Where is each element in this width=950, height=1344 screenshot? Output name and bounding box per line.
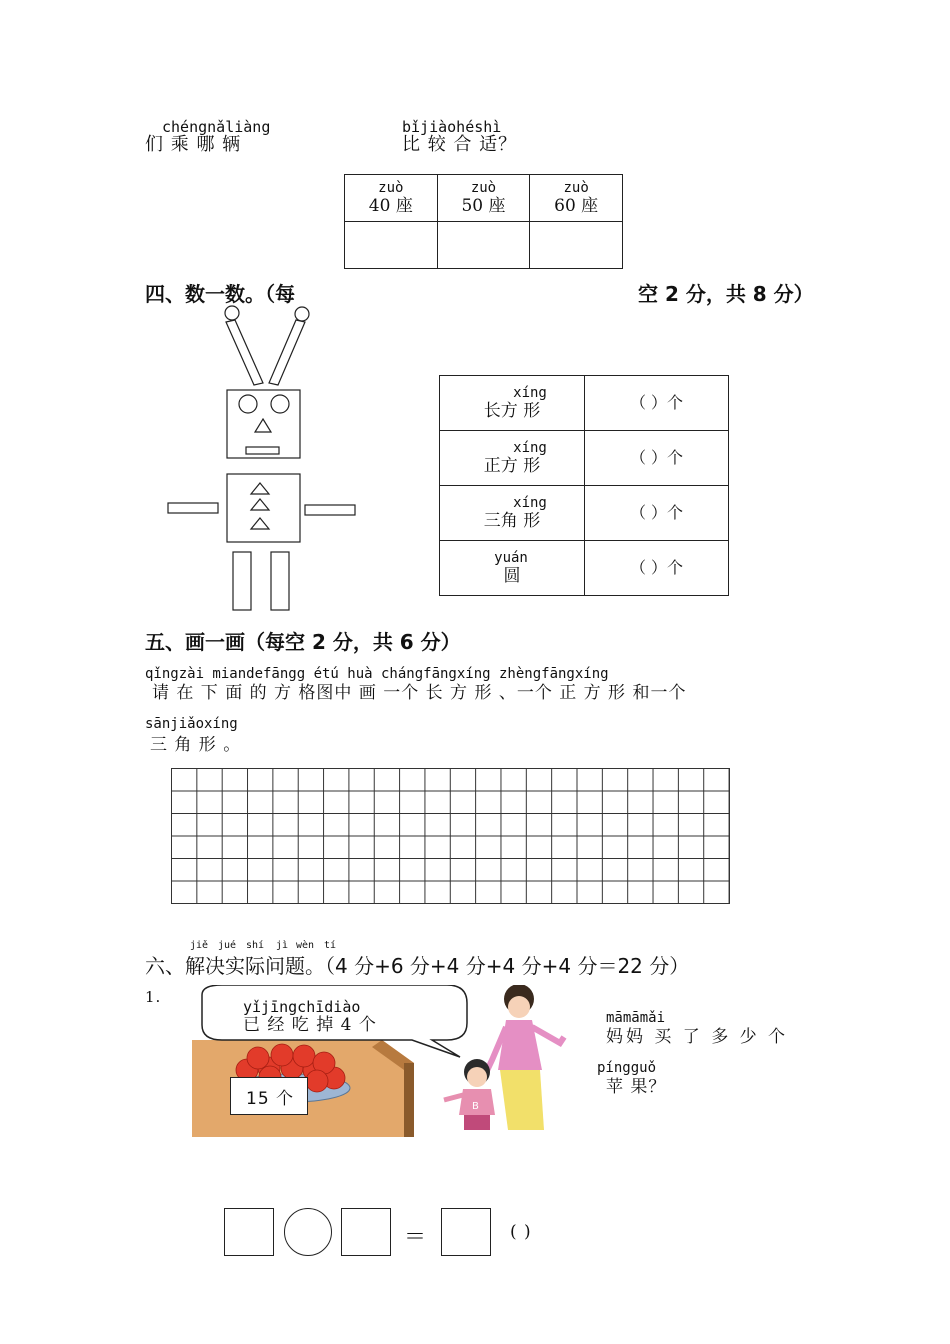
shape-label: 圆 [503,565,521,586]
question-text-1: 妈妈 买 了 多 少 个 [606,1027,789,1047]
q6-item-number: 1. [145,988,162,1006]
shape-pinyin: xíng [513,494,547,511]
count-answer[interactable]: （ ）个 [629,503,684,522]
result-box[interactable] [441,1208,491,1256]
seat-label: 40 座 [368,195,413,216]
heading-pinyin-syllable: tí [324,940,337,951]
heading-pinyin-syllable: shí [246,940,265,951]
q4-heading-left: 四、数一数。（每 [145,282,295,306]
shape-label: 三角 形 [483,510,541,531]
q6-heading: 六、解决实际问题。（4 分+6 分+4 分+4 分+4 分＝22 分） [145,954,690,978]
shape-label: 长方 形 [483,400,541,421]
shape-pinyin: xíng [513,439,547,456]
q3-text-b: 比 较 合 适？ [402,134,518,155]
shape-label: 正方 形 [483,455,541,476]
q4-heading-right: 空 2 分，共 8 分） [638,282,814,306]
q3-pinyin-a: chéngnǎliàng [162,118,271,136]
svg-text:B: B [472,1101,479,1112]
equals-sign: ＝ [404,1225,428,1250]
shape-pinyin: xíng [513,384,547,401]
drawing-grid[interactable] [171,768,730,904]
seat-pinyin: zuò [470,179,497,196]
q5-heading: 五、画一画（每空 2 分，共 6 分） [145,630,461,654]
seat-label: 50 座 [461,195,506,216]
q3-text-a: 们 乘 哪 辆 [145,134,242,155]
answer-cell[interactable] [345,222,438,269]
q3-pinyin-b: bǐjiàohéshì [402,118,502,136]
count-answer[interactable]: （ ）个 [629,558,684,577]
bubble-text: 已 经 吃 掉 4 个 [243,1015,377,1035]
shape-pinyin: yuán [494,549,528,566]
count-answer[interactable]: （ ）个 [629,448,684,467]
seat-table [344,174,623,269]
answer-cell[interactable] [530,222,623,269]
count-answer[interactable]: （ ）个 [629,393,684,412]
count-table [439,375,729,596]
seat-label: 60 座 [554,195,599,216]
question-pinyin-1: māmāmǎi [606,1010,666,1026]
heading-pinyin-syllable: wèn [296,940,315,951]
heading-pinyin-syllable: jué [218,940,237,951]
operator-circle[interactable] [284,1208,332,1256]
seat-pinyin: zuò [378,179,404,196]
equation-box-2[interactable] [341,1208,391,1256]
q5-pinyin-1: qǐngzài miandefāngg étú huà chángfāngxíng zhèngfāngxíng [145,666,609,682]
answer-cell[interactable] [437,222,530,269]
question-pinyin-2: píngguǒ [597,1060,657,1076]
equation-box-1[interactable] [224,1208,274,1256]
q5-text-2: 三 角 形 。 [150,735,242,755]
heading-pinyin-syllable: jiě [190,940,209,951]
plate-label-text: 15 个 [246,1089,295,1109]
heading-pinyin-syllable: jì [276,940,289,951]
seat-pinyin: zuò [563,179,589,196]
robot-figure [160,300,370,615]
unit-paren[interactable]: ( ) [510,1222,532,1242]
q5-text-1: 请 在 下 面 的 方 格图中 画 一个 长 方 形 、一个 正 方 形 和一个 [152,683,687,703]
bubble-pinyin: yǐjīngchīdiào [243,998,361,1016]
question-text-2: 苹 果？ [606,1077,667,1097]
q5-pinyin-2: sānjiǎoxíng [145,716,238,732]
